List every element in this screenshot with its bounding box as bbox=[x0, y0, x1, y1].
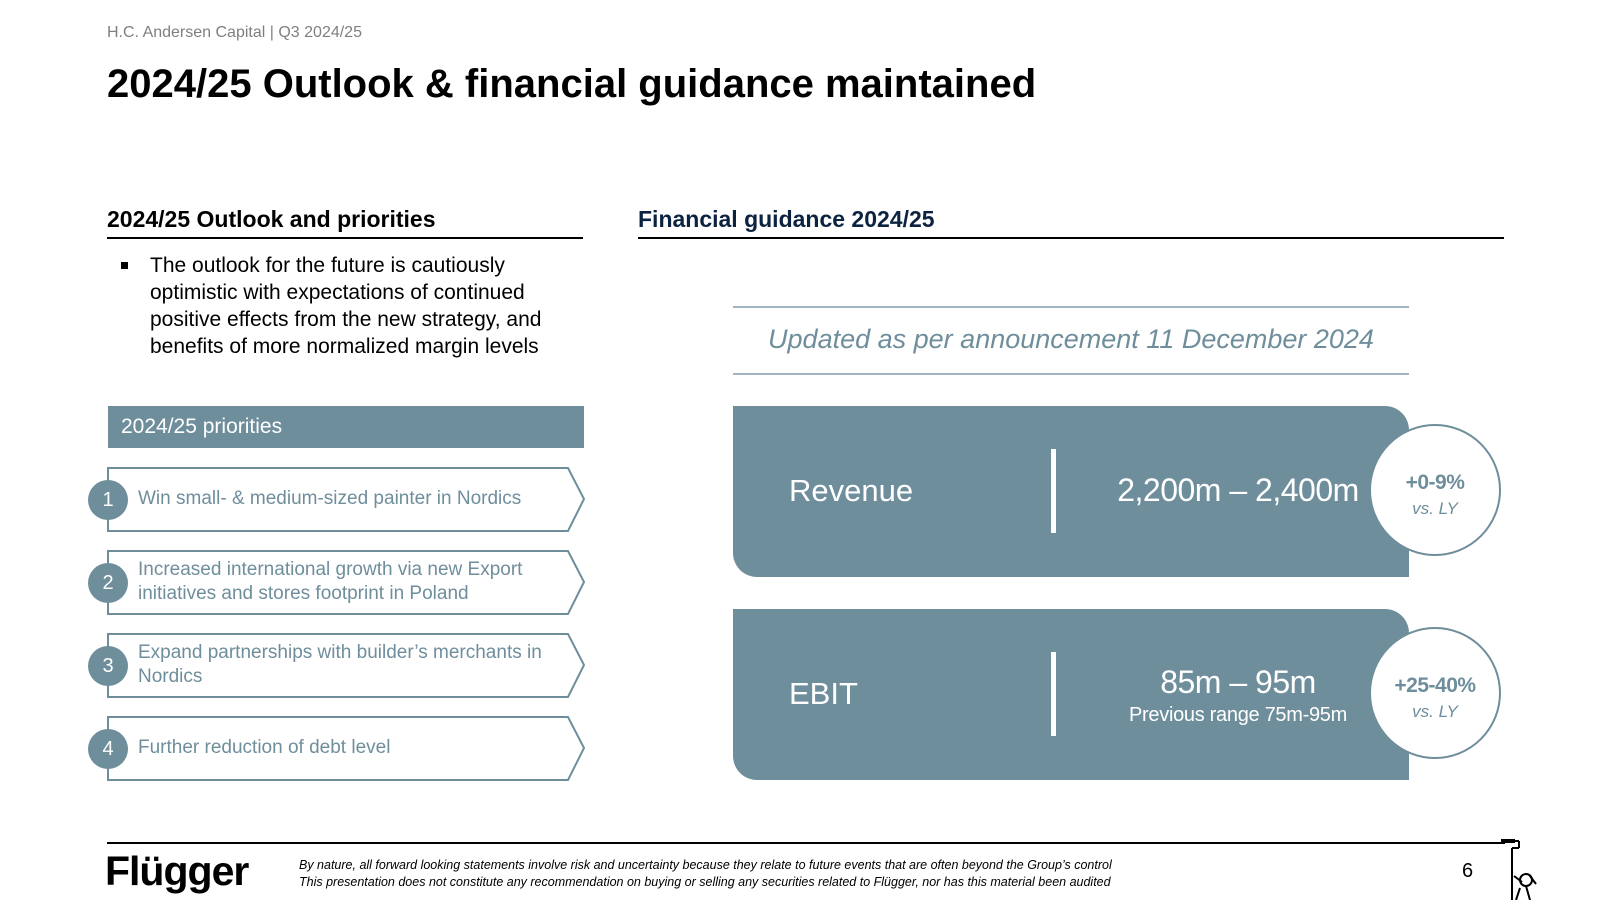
guidance-heading: Financial guidance 2024/25 bbox=[638, 206, 935, 232]
revenue-label: Revenue bbox=[789, 473, 914, 508]
ebit-value: 85m – 95m bbox=[1160, 664, 1316, 700]
page-number: 6 bbox=[1462, 860, 1474, 882]
page-title: 2024/25 Outlook & financial guidance maintained bbox=[107, 62, 1037, 106]
ebit-growth-badge bbox=[1369, 627, 1501, 759]
revenue-value: 2,200m – 2,400m bbox=[1117, 472, 1359, 508]
revenue-guidance-card bbox=[733, 406, 1409, 577]
footer-rule bbox=[107, 842, 1505, 844]
header-meta: H.C. Andersen Capital | Q3 2024/25 bbox=[107, 24, 362, 41]
updated-note: Updated as per announcement 11 December 2024 bbox=[768, 324, 1374, 354]
updated-note-rule-bottom bbox=[733, 373, 1409, 375]
ebit-growth-label: vs. LY bbox=[1412, 702, 1458, 721]
priority-number-badge: 3 bbox=[88, 646, 128, 686]
priority-number-badge: 2 bbox=[88, 563, 128, 603]
outlook-heading-rule bbox=[107, 237, 583, 239]
ebit-previous-range: Previous range 75m-95m bbox=[1129, 704, 1347, 726]
outlook-heading: 2024/25 Outlook and priorities bbox=[107, 206, 436, 232]
card-divider bbox=[1051, 652, 1056, 736]
priority-item-1 bbox=[88, 467, 598, 533]
revenue-growth-label: vs. LY bbox=[1412, 499, 1458, 518]
ebit-label: EBIT bbox=[789, 676, 858, 711]
disclaimer-line-1: By nature, all forward looking statements involve risk and uncertainty because they relate to future events that are often beyond the Group’s control bbox=[299, 858, 1112, 872]
ebit-guidance-card bbox=[733, 609, 1409, 780]
priority-text: Further reduction of debt level bbox=[138, 737, 391, 758]
ebit-growth-value: +25-40% bbox=[1394, 674, 1476, 697]
priority-text: Expand partnerships with builder’s merchants in Nordics bbox=[138, 642, 542, 687]
priority-item-3 bbox=[88, 633, 598, 699]
updated-note-rule-top bbox=[733, 306, 1409, 308]
revenue-growth-badge bbox=[1369, 424, 1501, 556]
bullet-square-icon bbox=[121, 262, 128, 269]
card-divider bbox=[1051, 449, 1056, 533]
priority-number-badge: 1 bbox=[88, 480, 128, 520]
revenue-growth-value: +0-9% bbox=[1405, 471, 1465, 494]
outlook-bullet-text: The outlook for the future is cautiously optimistic with expectations of continued positive effects from the new strategy, and benefits of more normalized margin levels bbox=[150, 254, 542, 358]
priority-item-4 bbox=[88, 716, 598, 782]
disclaimer-line-2: This presentation does not constitute any recommendation on buying or selling any securities related to Flügger, nor has this material been audited bbox=[299, 875, 1111, 889]
flugger-logo: Flügger bbox=[105, 848, 249, 894]
disclaimer bbox=[299, 857, 1112, 891]
priority-number-badge: 4 bbox=[88, 729, 128, 769]
priority-text: Increased international growth via new Export initiatives and stores footprint in Poland bbox=[138, 559, 523, 604]
priority-text: Win small- & medium-sized painter in Nordics bbox=[138, 488, 522, 509]
priorities-banner: 2024/25 priorities bbox=[108, 406, 584, 448]
priority-item-2 bbox=[88, 550, 598, 616]
painter-roller-icon bbox=[1500, 836, 1545, 900]
guidance-heading-rule bbox=[638, 237, 1504, 239]
